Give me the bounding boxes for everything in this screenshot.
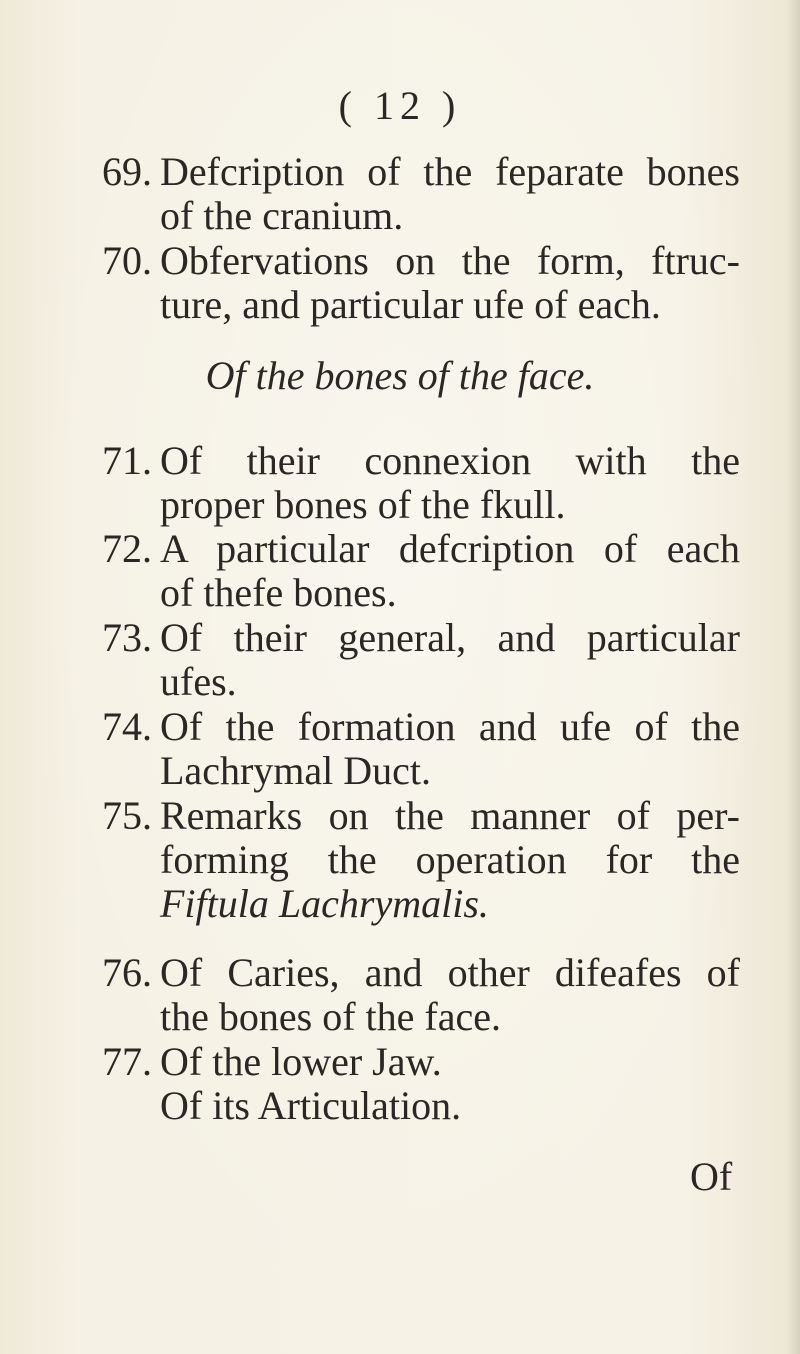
catchword: Of (690, 1154, 733, 1199)
entry-line: Lachrymal Duct. (160, 748, 431, 793)
entry-line: A particular defcription of each (160, 526, 740, 571)
entry-line: proper bones of the fkull. (160, 482, 566, 527)
entry-line: Remarks on the manner of per- (160, 793, 740, 838)
entry-line: Of its Articulation. (160, 1083, 462, 1128)
entry-line: ture, and particular ufe of each. (160, 282, 661, 327)
entry-number: 72. (102, 526, 152, 571)
entry-number: 69. (102, 149, 152, 194)
entry-line: forming the operation for the (160, 837, 740, 882)
page-edge-shadow (786, 0, 800, 1354)
page-number: ( 12 ) (338, 83, 462, 128)
entry-line: the bones of the face. (160, 994, 501, 1039)
entry-line: Of the formation and ufe of the (160, 704, 740, 749)
entry-line: Of Caries, and other difeafes of (160, 950, 740, 995)
entry-line: Obfervations on the form, ftruc- (160, 238, 740, 283)
entry-number: 70. (102, 238, 152, 283)
entry-line: Defcription of the feparate bones (160, 149, 740, 194)
entry-number: 77. (102, 1039, 152, 1084)
entry-line: Of their general, and particular (160, 615, 740, 660)
entry-number: 71. (102, 438, 152, 483)
entry-line: Of their connexion with the (160, 438, 740, 483)
entry-line: ufes. (160, 659, 237, 704)
entry-line: Of the lower Jaw. (160, 1039, 442, 1084)
entry-number: 74. (102, 704, 152, 749)
section-heading: Of the bones of the face. (205, 353, 595, 398)
entry-line: Fiftula Lachrymalis. (160, 881, 489, 926)
entry-number: 73. (102, 615, 152, 660)
entry-number: 75. (102, 793, 152, 838)
entry-line: of the cranium. (160, 193, 404, 238)
entry-line: of thefe bones. (160, 570, 397, 615)
entry-number: 76. (102, 950, 152, 995)
